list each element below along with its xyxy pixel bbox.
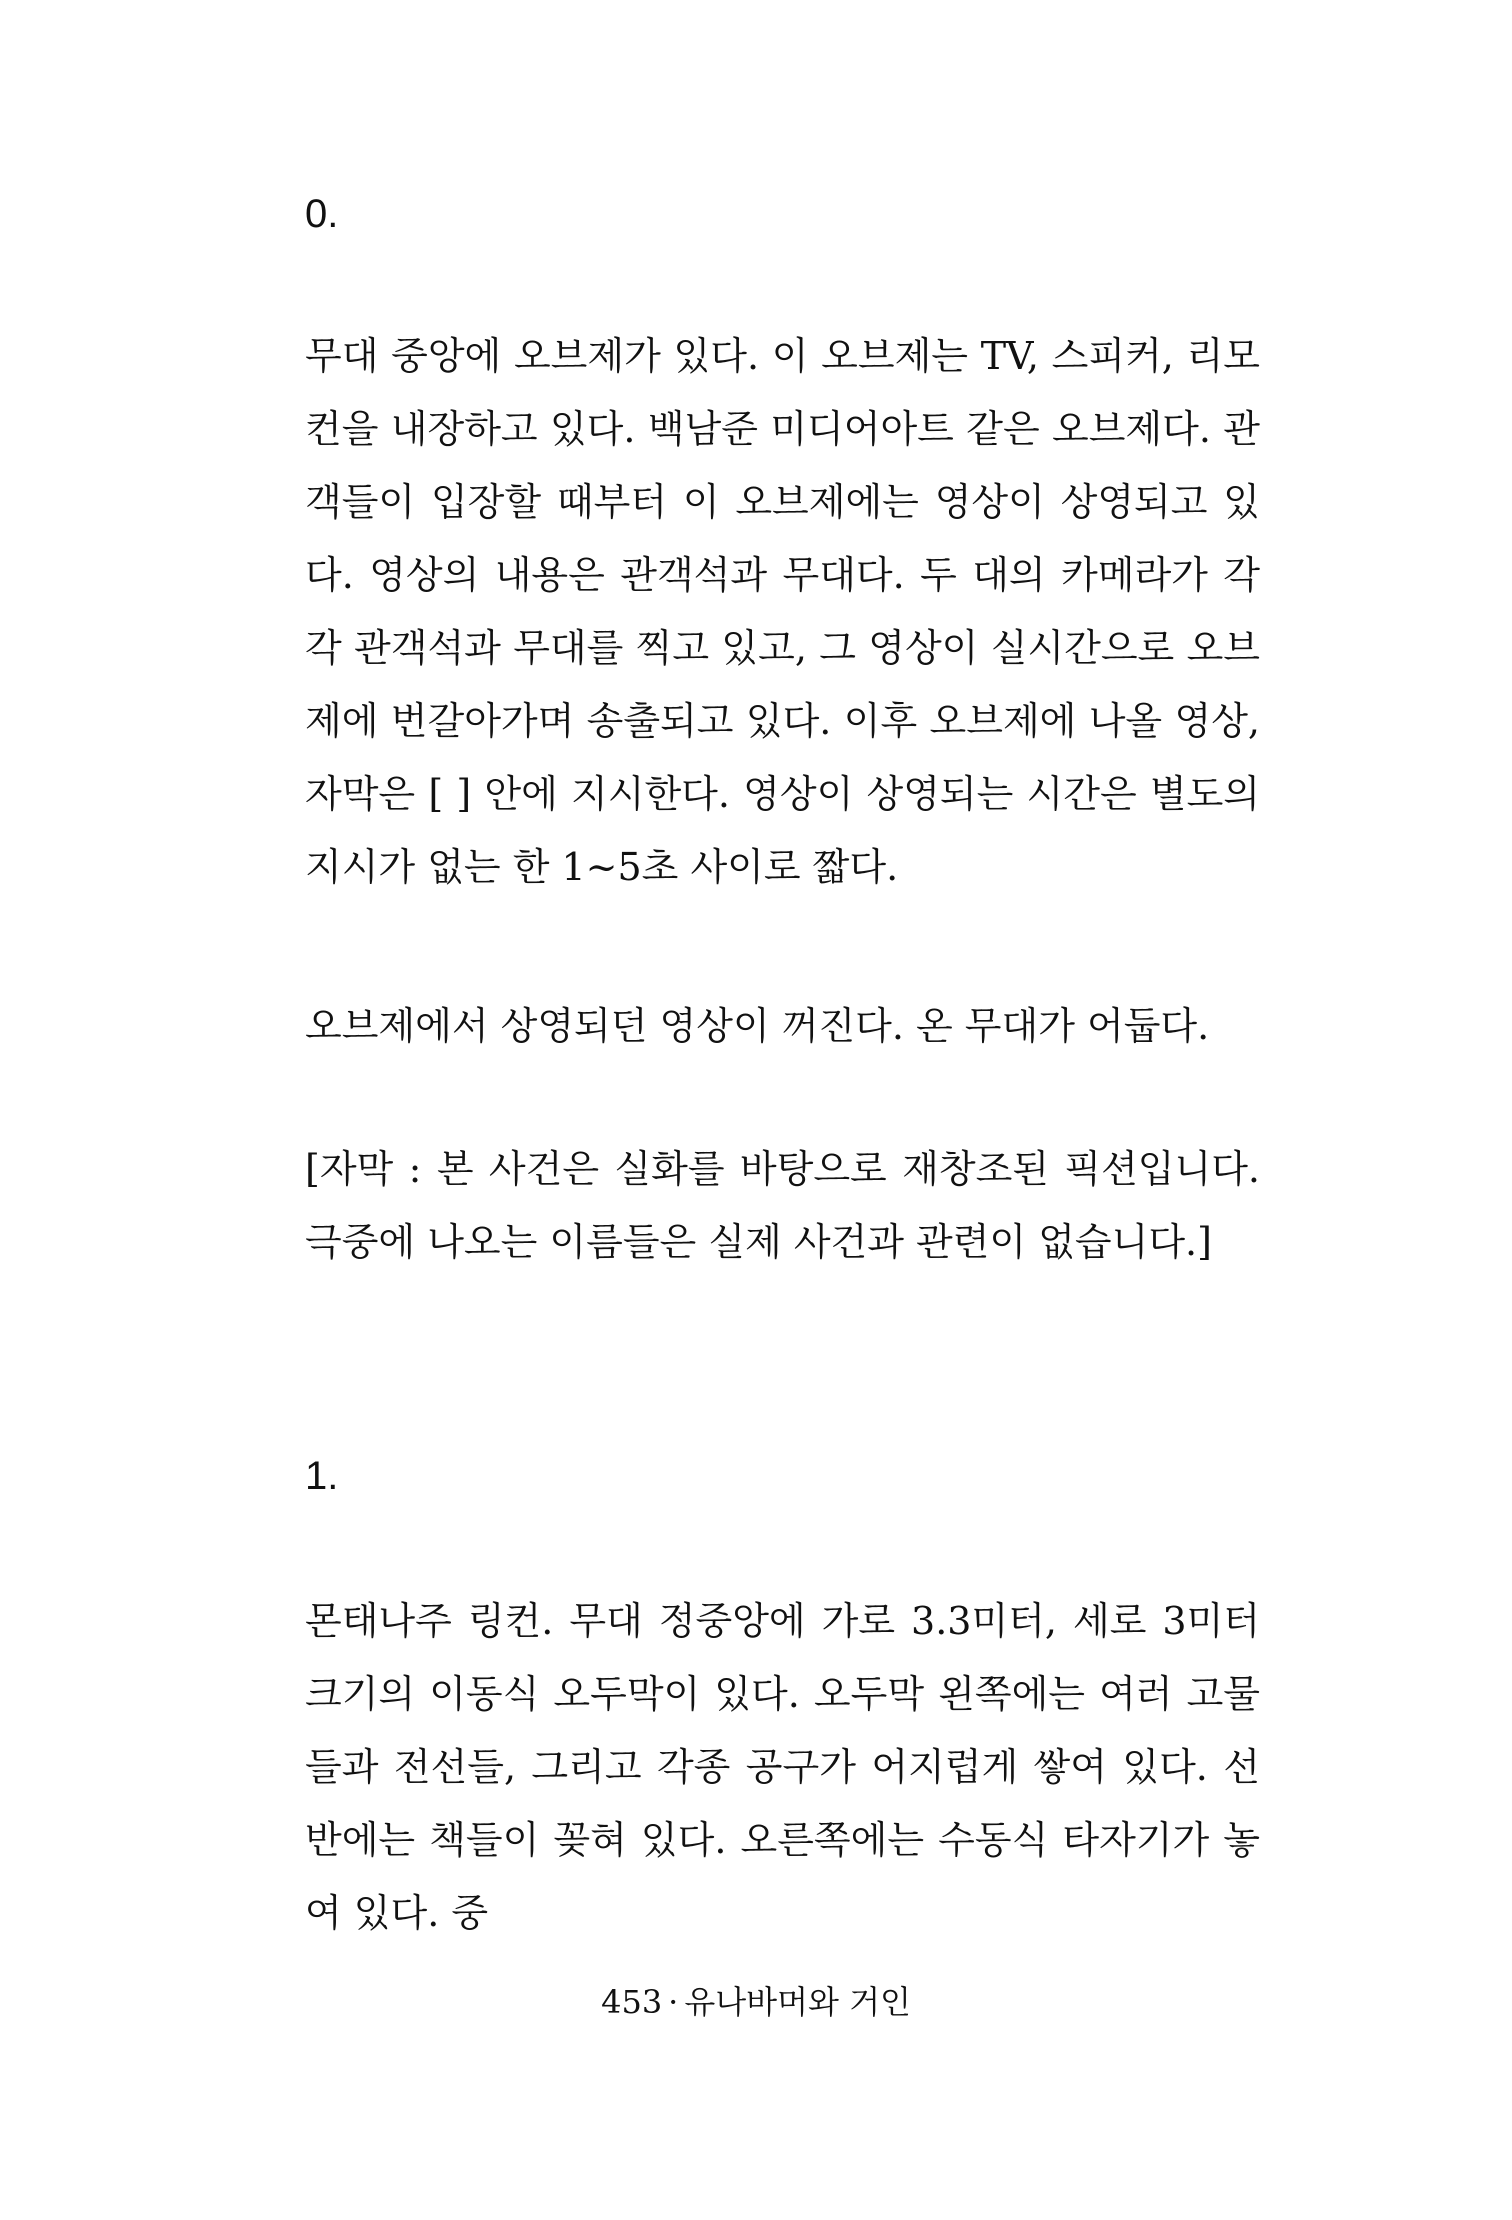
- book-title: 유나바머와 거인: [684, 1983, 911, 2021]
- footer-separator: ·: [668, 1983, 679, 2021]
- section-0-paragraph-3: [자막 : 본 사건은 실화를 바탕으로 재창조된 픽션입니다. 극중에 나오는 이름들은 실제 사건과 관련이 없습니다.]: [305, 1147, 1260, 1264]
- section-number-1: 1.: [305, 1454, 339, 1498]
- section-0-paragraph-1: 무대 중앙에 오브제가 있다. 이 오브제는 TV, 스피커, 리모컨을 내장하고 있다. 백남준 미디어아트 같은 오브제다. 관객들이 입장할 때부터 이 오브제에는 영상이 상영되고 있다. 영상의 내용은 관객석과 무대다. 두 대의 카메라가 각각 관객석과 무대를 찍고 있고, 그 영상이 실시간으로 오브제에 번갈아가며 송출되고 있다. 이후 오브제에 나올 영상, 자막은 [ ] 안에 지시한다. 영상이 상영되는 시간은 별도의 지시가 없는 한 1~5초 사이로 짧다.: [305, 334, 1260, 889]
- section-number-0: 0.: [305, 192, 339, 236]
- section-0-paragraph-2: 오브제에서 상영되던 영상이 꺼진다. 온 무대가 어둡다.: [305, 1004, 1210, 1048]
- page-number: 453: [601, 1983, 663, 2021]
- section-1-paragraph-1: 몬태나주 링컨. 무대 정중앙에 가로 3.3미터, 세로 3미터 크기의 이동식 오두막이 있다. 오두막 왼쪽에는 여러 고물들과 전선들, 그리고 각종 공구가 어지럽게 쌓여 있다. 선반에는 책들이 꽂혀 있다. 오른쪽에는 수동식 타자기가 놓여 있다. 중: [305, 1599, 1260, 1935]
- page-footer: [0, 1982, 1512, 2022]
